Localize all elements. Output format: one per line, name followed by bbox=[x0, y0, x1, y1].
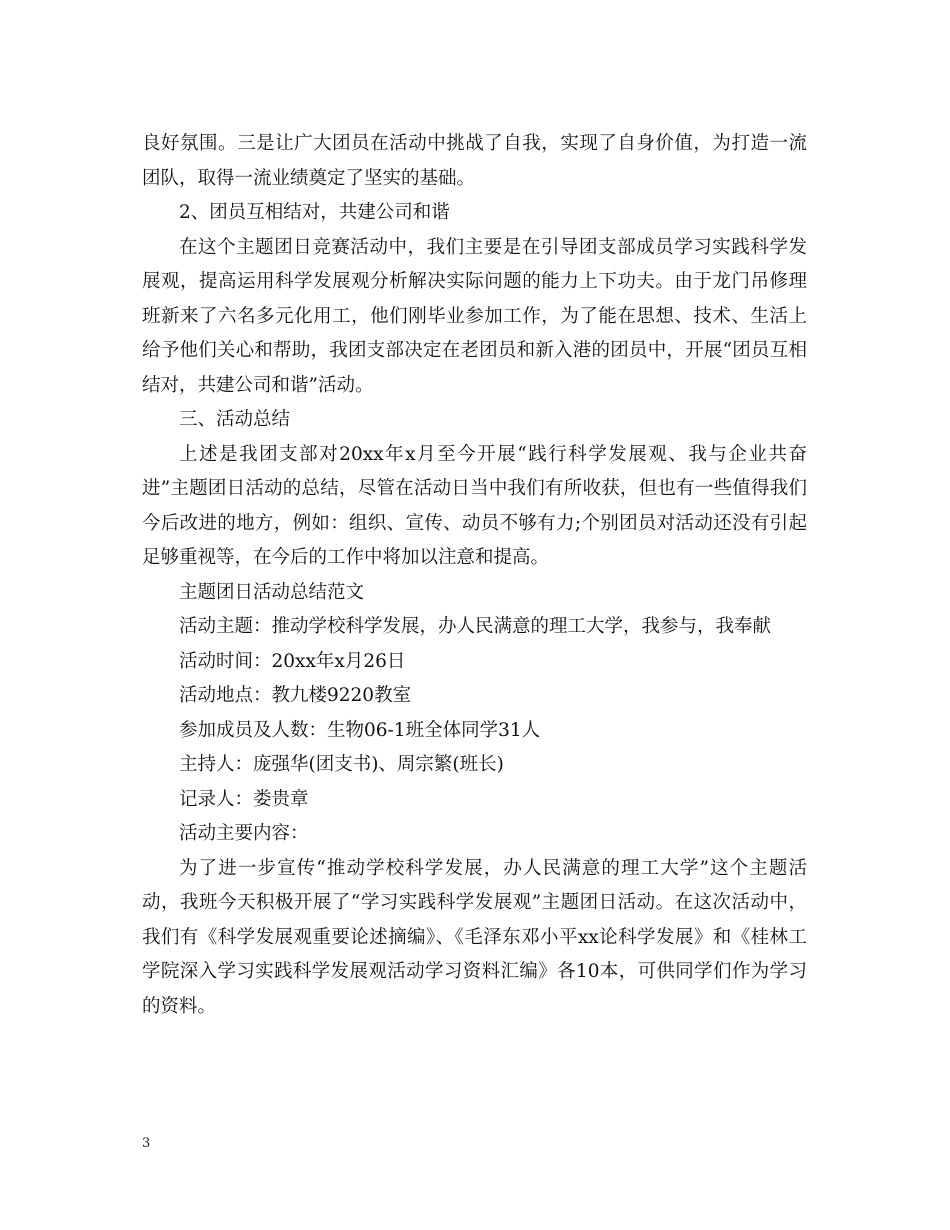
activity-content-heading: 活动主要内容： bbox=[179, 823, 309, 844]
activity-host: 主持人：庞强华(团支书)、周宗繁(班长) bbox=[179, 754, 504, 775]
sample-title: 主题团日活动总结范文 bbox=[179, 581, 365, 603]
activity-theme: 活动主题：推动学校科学发展，办人民满意的理工大学，我参与，我奉献 bbox=[179, 616, 772, 637]
activity-location: 活动地点：教九楼9220教室 bbox=[179, 685, 412, 706]
paragraph-activity-content: 为了进一步宣传“推动学校科学发展，办人民满意的理工大学”这个主题活动，我班今天积极开展了“学习实践科学发展观”主题团日活动。在这次活动中，我们有《科学发展观重要论述摘编》、《毛泽东邓小平xx论科学发展》和《桂林工学院深入学习实践科学发展观活动学习资料汇编》各10本，可供同学们作为学习的资料。 bbox=[142, 857, 807, 1017]
section-heading-pairing: 2、团员互相结对，共建公司和谐 bbox=[179, 202, 450, 223]
page-number: 3 bbox=[142, 1136, 151, 1151]
paragraph-continuation: 良好氛围。三是让广大团员在活动中挑战了自我，实现了自身价值，为打造一流团队，取得一流业绩奠定了坚实的基础。 bbox=[142, 133, 807, 189]
section-heading-summary: 三、活动总结 bbox=[179, 409, 291, 430]
activity-recorder: 记录人：娄贵章 bbox=[179, 788, 309, 810]
activity-participants: 参加成员及人数：生物06-1班全体同学31人 bbox=[179, 719, 541, 741]
activity-time: 活动时间：20xx年x月26日 bbox=[179, 650, 406, 672]
document-body bbox=[142, 127, 807, 1024]
paragraph-summary: 上述是我团支部对20xx年x月至今开展“践行科学发展观、我与企业共奋进”主题团日活动的总结，尽管在活动日当中我们有所收获，但也有一些值得我们今后改进的地方，例如：组织、宣传、动员不够有力;个别团员对活动还没有引起足够重视等，在今后的工作中将加以注意和提高。 bbox=[142, 443, 807, 568]
paragraph-pairing-activity: 在这个主题团日竞赛活动中，我们主要是在引导团支部成员学习实践科学发展观，提高运用科学发展观分析解决实际问题的能力上下功夫。由于龙门吊修理班新来了六名多元化用工，他们刚毕业参加工作，为了能在思想、技术、生活上给予他们关心和帮助，我团支部决定在老团员和新入港的团员中，开展“团员互相结对，共建公司和谐”活动。 bbox=[142, 236, 807, 396]
